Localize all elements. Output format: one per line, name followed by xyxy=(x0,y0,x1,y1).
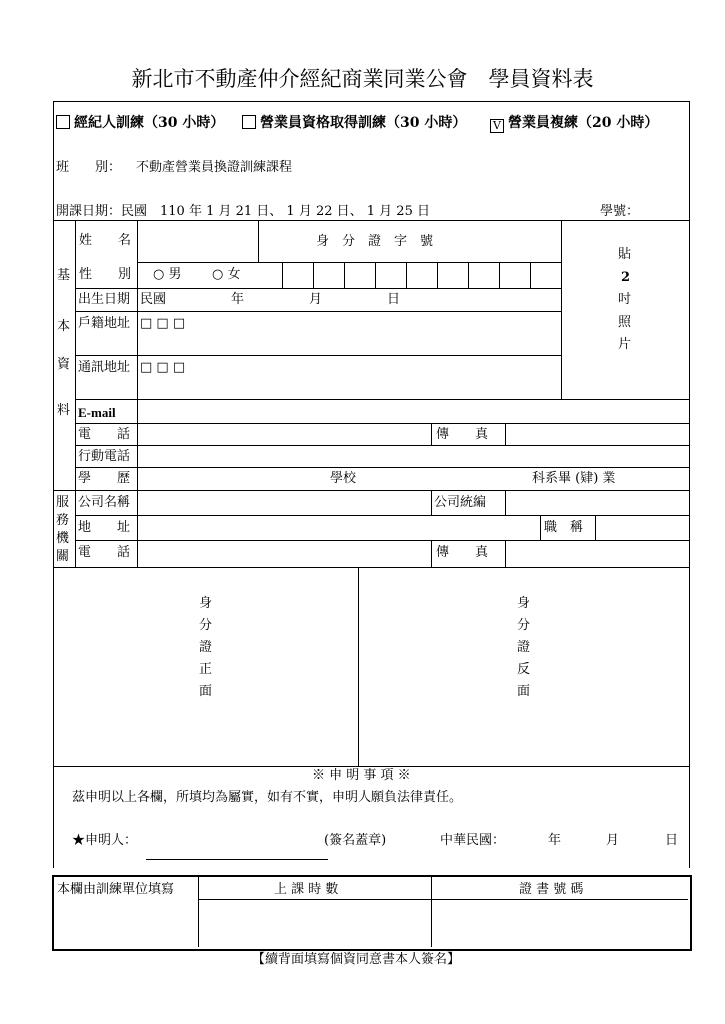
company-section-char: 機 xyxy=(56,531,70,546)
date-label: 中華民國： xyxy=(440,833,506,848)
gender-female-option[interactable]: ○ 女 xyxy=(212,267,241,282)
frame-top xyxy=(53,101,689,102)
checkbox[interactable] xyxy=(242,115,256,129)
checkbox[interactable] xyxy=(56,115,70,129)
certificate-number-header: 證 書 號 碼 xyxy=(519,882,584,897)
job-title-label: 職 稱 xyxy=(544,520,584,535)
frame-right xyxy=(689,101,690,868)
registered-address-postcode[interactable]: □ □ □ xyxy=(140,316,186,331)
date-day: 日 xyxy=(665,833,679,848)
company-fax-label: 傳 真 xyxy=(436,545,489,560)
email-label: E-mail xyxy=(78,405,116,420)
photo-char: 照 xyxy=(618,315,632,330)
declaration-heading: ※ 申 明 事 項 ※ xyxy=(312,768,411,783)
company-section-char: 服 xyxy=(56,495,70,510)
photo-char: 貼 xyxy=(618,247,632,262)
office-use-label: 本欄由訓練單位填寫 xyxy=(57,882,175,897)
fax-label: 傳 真 xyxy=(436,427,489,442)
gender-male-option[interactable]: ○ 男 xyxy=(153,267,182,282)
basic-section-char: 基 xyxy=(57,268,71,283)
basic-section-char: 本 xyxy=(57,319,71,334)
company-phone-label: 電 話 xyxy=(78,545,131,560)
declarant-label: ★申明人： xyxy=(72,833,138,848)
student-number-label: 學號： xyxy=(600,204,640,219)
training-option-broker[interactable]: 經紀人訓練（30 小時） xyxy=(56,115,224,131)
signature-line[interactable] xyxy=(146,859,328,860)
photo-char: 片 xyxy=(618,337,632,352)
date-year: 年 xyxy=(548,833,562,848)
company-section-char: 務 xyxy=(56,513,70,528)
class-value: 不動產營業員換證訓練課程 xyxy=(136,160,293,175)
birthdate-label: 出生日期 xyxy=(78,292,131,307)
education-school: 學校 xyxy=(330,471,357,486)
registered-address-label: 戶籍地址 xyxy=(78,316,131,331)
mailing-address-label: 通訊地址 xyxy=(78,360,131,375)
declaration-text: 茲申明以上各欄，所填均為屬實，如有不實，申明人願負法律責任。 xyxy=(72,790,463,805)
footer-note: 【續背面填寫個資同意書本人簽名】 xyxy=(252,952,461,967)
frame-left xyxy=(53,101,54,868)
birthdate-value[interactable]: 民國 年 月 日 xyxy=(140,292,401,307)
education-label: 學 歷 xyxy=(78,471,131,486)
company-name-label: 公司名稱 xyxy=(78,495,131,510)
basic-section-char: 料 xyxy=(57,403,71,418)
photo-char: 2 xyxy=(621,270,631,285)
education-department: 科系畢 (肄) 業 xyxy=(532,471,616,486)
mailing-address-postcode[interactable]: □ □ □ xyxy=(140,360,186,375)
training-option-qualify[interactable]: 營業員資格取得訓練（30 小時） xyxy=(242,115,466,131)
class-label: 班 別： xyxy=(56,160,122,175)
gender-label: 性 別 xyxy=(79,267,132,282)
date-month: 月 xyxy=(606,833,620,848)
phone-label: 電 話 xyxy=(78,427,131,442)
name-label: 姓 名 xyxy=(79,233,132,248)
mobile-label: 行動電話 xyxy=(78,449,131,464)
checkbox-checked[interactable]: V xyxy=(490,119,504,133)
id-number-label: 身 分 證 字 號 xyxy=(316,234,434,249)
company-section-char: 關 xyxy=(56,549,70,564)
signature-note: (簽名蓋章) xyxy=(324,833,387,848)
page-title: 新北市不動產仲介經紀商業同業公會 學員資料表 xyxy=(131,67,594,91)
company-address-label: 地 址 xyxy=(78,520,131,535)
company-tax-id-label: 公司統編 xyxy=(434,495,487,510)
training-option-renew[interactable]: V 營業員複練（20 小時） xyxy=(490,115,658,133)
class-hours-header: 上 課 時 數 xyxy=(274,882,339,897)
photo-char: 吋 xyxy=(618,292,632,307)
course-dates: 開課日期：民國 110 年 1 月 21 日、 1 月 22 日、 1 月 25 日 xyxy=(56,204,430,219)
basic-section-char: 資 xyxy=(57,357,71,372)
